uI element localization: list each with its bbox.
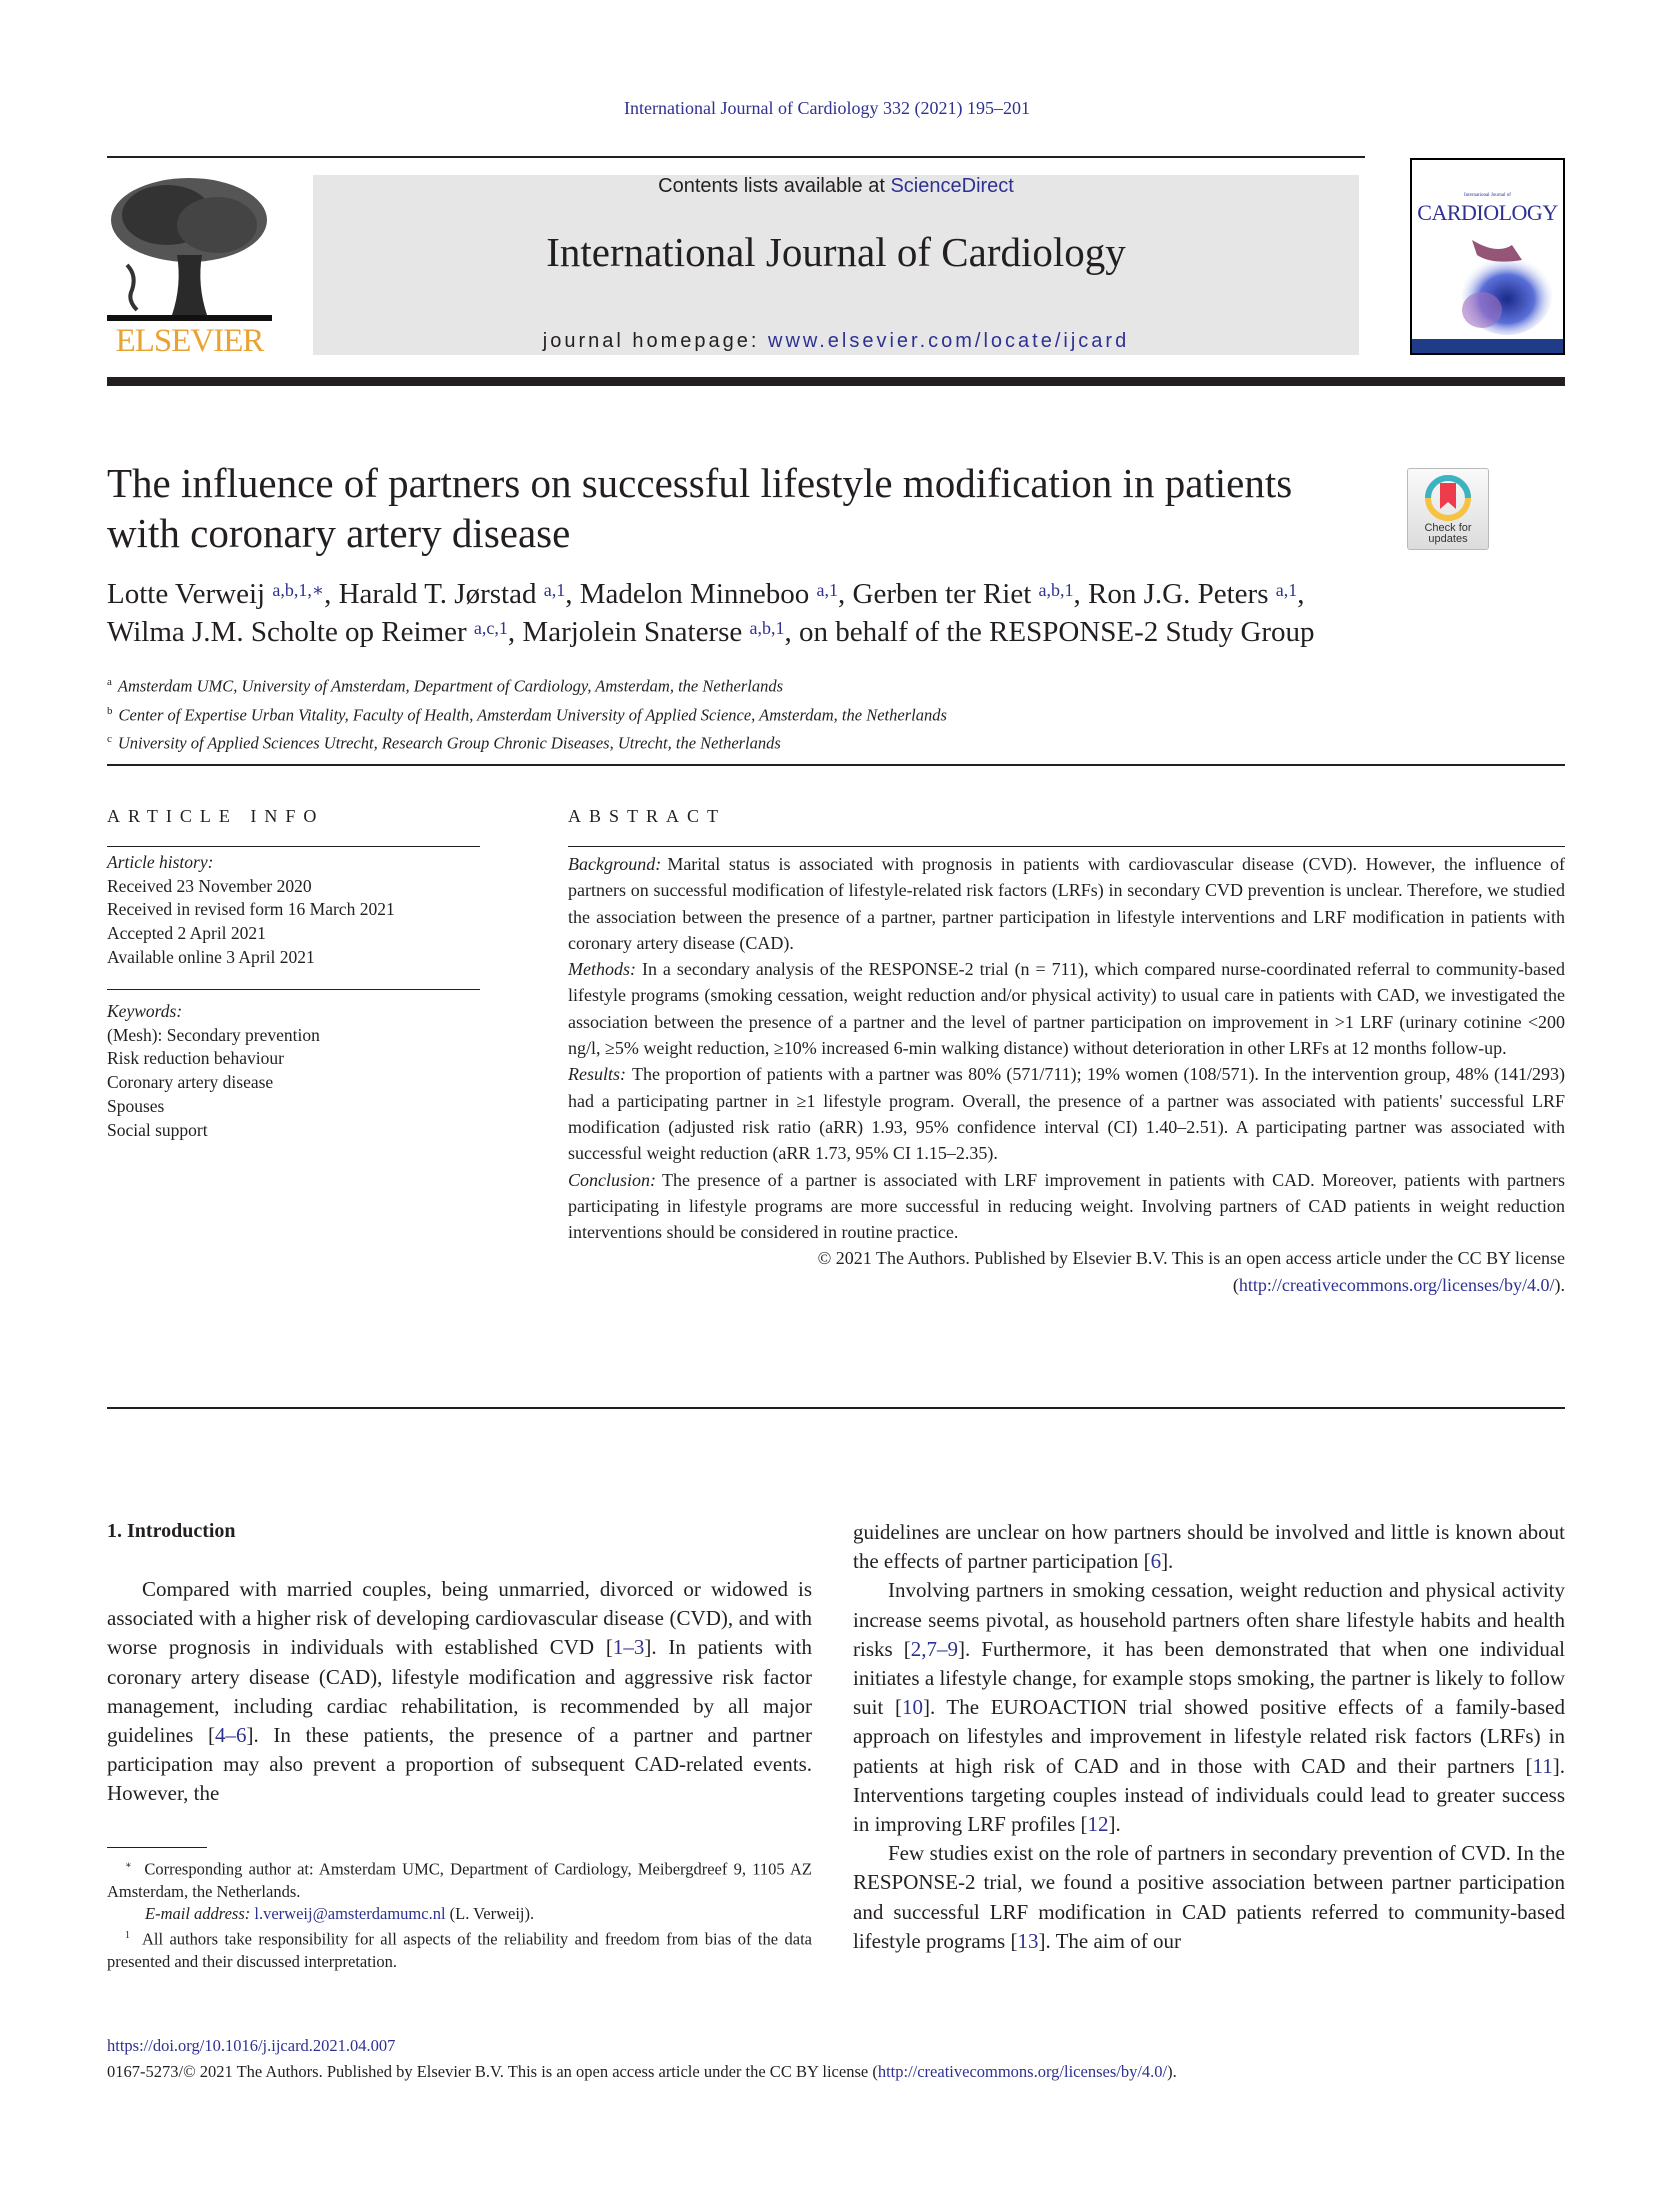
citation-link[interactable]: 11 [1532, 1753, 1553, 1778]
keyword-item: Coronary artery disease [107, 1072, 274, 1093]
affiliations-rule [107, 764, 1565, 766]
intro-text: ]. In patients with coronary artery disease (CAD), lifestyle modification and aggressive risk factor management, including cardiac rehabilitation, is recommended by all major guidelines [ [107, 1635, 813, 1748]
citation-link[interactable]: 4–6 [215, 1723, 247, 1748]
keyword-item: (Mesh): Secondary prevention [107, 1024, 320, 1045]
intro-paragraph [853, 1518, 1565, 1576]
intro-text: Involving partners in smoking cessation, weight reduction and physical activity increase seems pivotal, as household partners often share lifestyle habits and health risks [ [853, 1578, 1565, 1661]
footnote-marker: ∗ [125, 1860, 132, 1871]
abstract-results [568, 1061, 1565, 1166]
affiliation-key: c [107, 733, 112, 745]
contents-line [313, 175, 1359, 198]
heart-illustration-icon [1452, 235, 1552, 335]
affiliation-text: Amsterdam UMC, University of Amsterdam, Department of Cardiology, Amsterdam, the Netherlands [117, 676, 784, 696]
history-item: Accepted 2 April 2021 [107, 923, 266, 944]
keywords-rule [107, 989, 480, 990]
author-affiliation-sup[interactable]: a,b,1 [1038, 580, 1074, 600]
intro-left-column [107, 1575, 812, 1809]
citation-link[interactable]: 13 [1017, 1928, 1039, 1953]
citation-link[interactable]: 12 [1087, 1812, 1109, 1837]
intro-paragraph [853, 1839, 1565, 1956]
article-title: The influence of partners on successful lifestyle modification in patients with coronary artery disease [107, 460, 1293, 556]
author-name[interactable]: Madelon Minneboo [579, 578, 810, 610]
journal-homepage-link[interactable]: www.elsevier.com/locate/ijcard [768, 330, 1130, 352]
footnote-text: All authors take responsibility for all aspects of the reliability and freedom from bias of the data presented and their discussed interpretation. [107, 1929, 813, 1972]
cover-subtitle: International Journal of [1464, 193, 1511, 198]
abstract-methods [568, 956, 1565, 1061]
author-name[interactable]: Gerben ter Riet [852, 578, 1032, 610]
intro-text: ]. The EUROACTION trial showed positive effects of a family-based approach on lifestyles and improvement in lifestyle related risk factors (LRFs) in patients at high risk of CAD and in those with CAD and their partners [ [853, 1695, 1565, 1778]
email-link[interactable]: l.verweij@amsterdamumc.nl [254, 1904, 446, 1924]
intro-text: ]. [1161, 1549, 1174, 1574]
methods-label: Methods: [568, 959, 636, 980]
email-suffix: (L. Verweij). [445, 1904, 535, 1924]
author-name[interactable]: Wilma J.M. Scholte op Reimer [107, 616, 467, 648]
article-history [107, 851, 480, 970]
affiliation-item [107, 670, 1567, 699]
cc-license-link[interactable]: http://creativecommons.org/licenses/by/4.0/ [1238, 1274, 1555, 1295]
footnotes [107, 1855, 812, 1973]
cover-title: CARDIOLOGY [1417, 200, 1558, 225]
article-history-label: Article history: [107, 852, 214, 872]
citation-link[interactable]: 10 [901, 1695, 923, 1720]
copyright-text: © 2021 The Authors. Published by Elsevier B.V. This is an open access article under the CC BY license ( [817, 1248, 1565, 1295]
keyword-item: Social support [107, 1119, 208, 1140]
conclusion-text: The presence of a partner is associated with LRF improvement in patients with CAD. Moreover, patients with partners participating in lifestyle programs are more successful in reducing weight. Involving partners of CAD patients in weight reduction interventions should be considered in routine practice. [568, 1169, 1565, 1243]
copyright-suffix: ). [1554, 1274, 1565, 1295]
affiliation-key: b [107, 704, 113, 717]
history-item: Received 23 November 2020 [107, 875, 312, 896]
license-suffix: ). [1167, 2062, 1177, 2081]
intro-text: Few studies exist on the role of partners in secondary prevention of CVD. In the RESPONSE-2 trial, we found a positive association between partner participation and successful LRF modification in CAD patients referred to community-based lifestyle programs [ [853, 1841, 1565, 1953]
license-link[interactable]: http://creativecommons.org/licenses/by/4.0/ [877, 2062, 1168, 2081]
intro-text: guidelines are unclear on how partners should be involved and little is known about the effects of partner participation [ [853, 1520, 1565, 1574]
elsevier-wordmark: ELSEVIER [115, 323, 264, 359]
sciencedirect-link[interactable]: ScienceDirect [890, 175, 1014, 197]
crossmark-icon [1408, 473, 1488, 525]
abstract-end-rule [107, 1407, 1565, 1409]
background-label: Background: [568, 854, 662, 874]
footnote-marker: 1 [125, 1930, 130, 1942]
elsevier-logo[interactable] [107, 175, 272, 357]
study-group: , on behalf of the RESPONSE-2 Study Group [784, 616, 1315, 648]
abstract-conclusion [568, 1167, 1565, 1246]
citation-link[interactable]: 1–3 [612, 1635, 645, 1660]
elsevier-tree-icon [107, 175, 272, 323]
background-text: Marital status is associated with prognosis in patients with cardiovascular disease (CVD). However, the influence of partners on successful modification of lifestyle-related risk factors (LRFs) in secondary CVD prevention is unclear. Therefore, we studied the association between the presence of a partner, partner participation in lifestyle interventions and LRF modification in patients with coronary artery disease (CAD). [568, 854, 1565, 953]
license-text: 0167-5273/© 2021 The Authors. Published by Elsevier B.V. This is an open access article under the CC BY license ( [107, 2062, 878, 2081]
history-item: Available online 3 April 2021 [107, 946, 315, 967]
author-list: Lotte Verweij $^{a,b,1,∗}$, Harald T. Jørstad $^{a,1}$, Madelon Minneboo $^{a,1}$, Gerben ter Riet $^{a,b,1}$, Ron J.G. Peters $^{a,1}$, Wilma J.M. Scholte op Reimer $^{a,c,1}$, Marjolein Snaterse $^{a,b,1}$, on behalf of the RESPONSE-2 Study Group [107, 578, 1315, 648]
intro-paragraph [853, 1576, 1565, 1839]
intro-text: ]. The aim of our [1038, 1928, 1181, 1953]
footnote-corresponding [107, 1855, 812, 1903]
affiliation-item [107, 699, 1567, 728]
abstract-rule [568, 846, 1565, 847]
footnote-1 [107, 1925, 812, 1973]
author-affiliation-sup[interactable]: a,b,1 [749, 618, 785, 638]
journal-name: International Journal of Cardiology [546, 229, 1126, 275]
article-info-rule [107, 846, 480, 847]
doi-link[interactable]: https://doi.org/10.1016/j.ijcard.2021.04.007 [107, 2036, 396, 2055]
journal-cover-image[interactable] [1410, 158, 1565, 355]
results-text: The proportion of patients with a partner was 80% (571/711); 19% women (108/571). In the intervention group, 48% (141/293) had a participating partner in ≥1 lifestyle program. Overall, the presence of a partner was associated with patients' successful LRF modification (adjusted risk ratio (aRR) 1.93, 95% confidence interval (CI) 1.40–2.51). A participating partner was associated with successful weight reduction (aRR 1.73, 95% CI 1.15–2.35). [568, 1064, 1565, 1164]
author-affiliation-sup[interactable]: a,1 [1275, 580, 1298, 600]
intro-text: ]. In these patients, the presence of a partner and partner participation may also prevent a proportion of subsequent CAD-related events. However, the [107, 1723, 812, 1806]
section-heading-introduction: 1. Introduction [107, 1520, 236, 1542]
citation-link[interactable]: 6 [1150, 1549, 1162, 1574]
author-affiliation-sup[interactable]: a,b,1,∗ [272, 580, 325, 600]
abstract-copyright [568, 1245, 1565, 1298]
keywords-label: Keywords: [107, 1001, 183, 1021]
homepage-prefix: journal homepage: [542, 330, 768, 352]
journal-citation-link[interactable]: International Journal of Cardiology 332 (2021) 195–201 [624, 98, 1030, 118]
intro-text: Compared with married couples, being unmarried, divorced or widowed is associated with a higher risk of developing cardiovascular disease (CVD), and with worse prognosis in individuals with established CVD [ [107, 1577, 812, 1660]
affiliation-text: Center of Expertise Urban Vitality, Faculty of Health, Amsterdam University of Applied Science, Amsterdam, the Netherlands [118, 705, 947, 724]
conclusion-label: Conclusion: [568, 1169, 656, 1190]
author-name[interactable]: Marjolein Snaterse [522, 616, 743, 648]
keyword-item: Risk reduction behaviour [107, 1048, 284, 1069]
keyword-item: Spouses [107, 1095, 165, 1116]
keywords [107, 1000, 480, 1142]
journal-homepage-line [313, 330, 1359, 353]
intro-paragraph [107, 1575, 812, 1809]
affiliation-item [107, 727, 1567, 756]
crossmark-line2: updates [1428, 533, 1468, 545]
methods-text: In a secondary analysis of the RESPONSE-2 trial (n = 711), which compared nurse-coordinated referral to community-based lifestyle programs (smoking cessation, weight reduction and/or physical activity) to usual care in patients with CAD, we investigated the association between the presence of a partner and the level of partner participation on improvement in >1 LRF (urinary cotinine <200 ng/l, ≥5% weight reduction, ≥10% increased 6-min walking distance) without deterioration in other LRFs at 12 months follow-up. [568, 959, 1565, 1059]
check-for-updates-label [1408, 523, 1488, 545]
author-name[interactable]: Harald T. Jørstad [338, 578, 537, 610]
cover-band [1412, 339, 1563, 353]
history-item: Received in revised form 16 March 2021 [107, 899, 395, 920]
article-info-heading: ARTICLE INFO [107, 806, 325, 826]
citation-link[interactable]: 2,7–9 [910, 1636, 958, 1661]
results-label: Results: [568, 1064, 626, 1085]
abstract-background [568, 851, 1565, 956]
affiliations [107, 670, 1567, 756]
affiliation-key: a [107, 676, 112, 688]
affiliation-text: University of Applied Sciences Utrecht, Research Group Chronic Diseases, Utrecht, the Netherlands [117, 733, 781, 753]
footnote-rule [107, 1847, 207, 1848]
crossmark-line1: Check for [1424, 522, 1472, 534]
author-affiliation-sup[interactable]: a,1 [543, 580, 566, 600]
license-line [107, 2062, 1177, 2082]
author-affiliation-sup[interactable]: a,c,1 [473, 618, 508, 638]
header-rule [107, 156, 1365, 158]
intro-text: ]. Interventions targeting couples instead of individuals could lead to greater success in improving LRF profiles [ [853, 1753, 1565, 1837]
email-label: E-mail address: [145, 1904, 251, 1924]
author-name[interactable]: Ron J.G. Peters [1088, 578, 1269, 610]
footnote-text: Corresponding author at: Amsterdam UMC, Department of Cardiology, Meibergdreef 9, 1105 AZ Amsterdam, the Netherlands. [107, 1859, 812, 1901]
masthead-thick-rule [107, 377, 1565, 386]
author-name[interactable]: Lotte Verweij [107, 578, 266, 610]
intro-text: ]. [1108, 1812, 1121, 1837]
abstract-heading: ABSTRACT [568, 806, 727, 826]
check-for-updates-button[interactable] [1407, 468, 1489, 550]
intro-text: ]. Furthermore, it has been demonstrated that when one individual initiates a lifestyle change, for example stops smoking, the partner is likely to follow suit [ [853, 1636, 1565, 1720]
author-affiliation-sup[interactable]: a,1 [816, 580, 839, 600]
footnote-email [107, 1903, 812, 1925]
contents-prefix: Contents lists available at [658, 175, 891, 197]
intro-right-column [853, 1518, 1565, 1956]
abstract-body [568, 851, 1565, 1298]
